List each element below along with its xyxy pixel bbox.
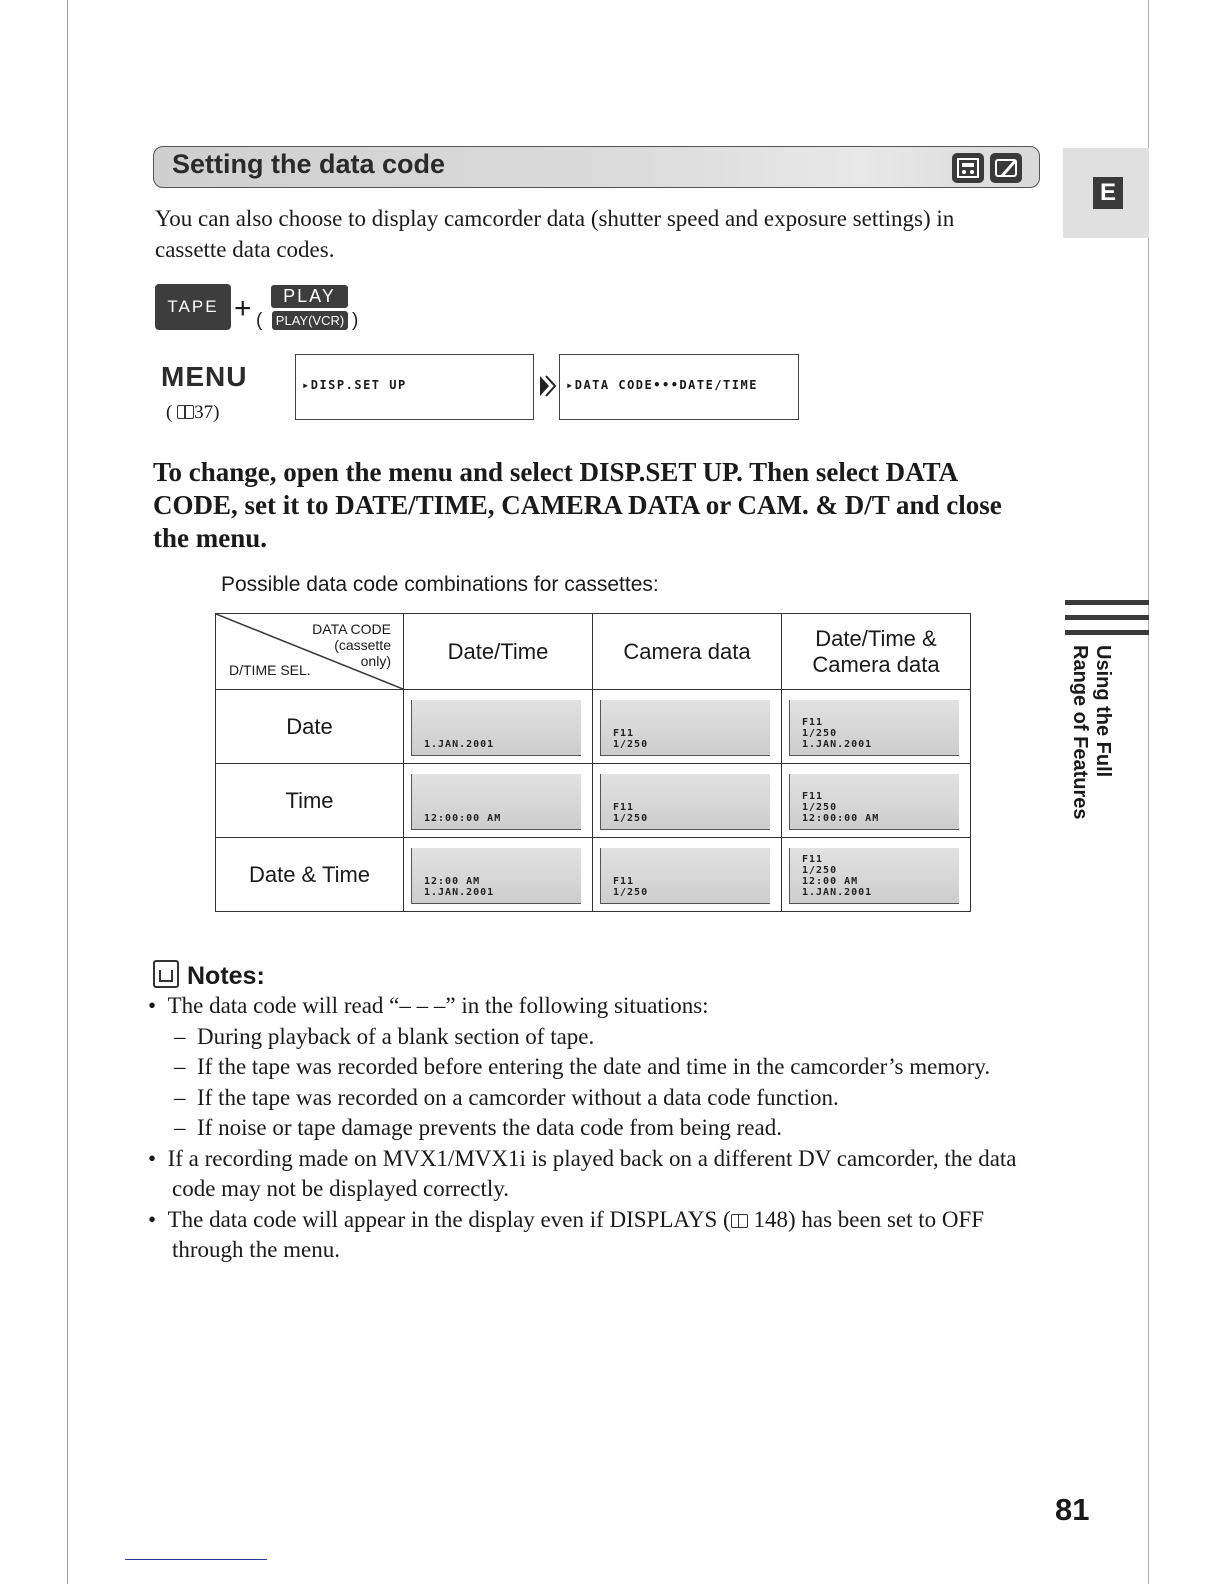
notes-list <box>148 991 1028 1266</box>
tape-cassette-icon <box>952 153 984 183</box>
book-icon <box>731 1214 748 1228</box>
menu-label: MENU <box>161 361 248 392</box>
note-item: • The data code will appear in the display even if DISPLAYS ( 148) has been set to OFF through the menu. <box>148 1206 985 1262</box>
bottom-rule <box>125 1559 267 1560</box>
table-caption: Possible data code combinations for cassettes: <box>221 573 659 596</box>
table-row <box>216 838 971 912</box>
lcd-cell: 12:00:00 AM <box>404 764 593 838</box>
notes-heading: Notes: <box>153 960 265 991</box>
page-number: 81 <box>1055 1492 1090 1527</box>
section-title: Setting the data code <box>172 149 446 179</box>
plus-sign: + <box>234 292 252 325</box>
note-item: • If a recording made on MVX1/MVX1i is played back on a different DV camcorder, the data code may not be displayed correctly. <box>148 1145 1017 1201</box>
col-header-camera-data: Camera data <box>593 614 782 690</box>
tape-mode-button: TAPE <box>155 284 231 330</box>
play-mode-button: PLAY <box>271 285 348 308</box>
corner-dtime-label: D/TIME SEL. <box>229 662 311 678</box>
note-item: • The data code will read “– – –” in the following situations: <box>148 993 709 1018</box>
lcd-cell: F11 1/250 <box>593 764 782 838</box>
row-label: Date & Time <box>216 838 404 912</box>
play-vcr-button: PLAY(VCR) <box>272 311 348 330</box>
side-section-title: Using the Full Range of Features <box>1069 645 1114 820</box>
note-subitem: – If the tape was recorded before entering the date and time in the camcorder’s memory. <box>174 1054 991 1079</box>
menu-page-ref: ( 37) <box>166 402 220 423</box>
side-bar <box>1065 600 1149 605</box>
instruction-text: To change, open the menu and select DISP.SET UP. Then select DATA CODE, set it to DATE/TIME, CAMERA DATA or CAM. & D/T and close the menu. <box>153 457 1002 553</box>
lcd-cell: 12:00 AM 1.JAN.2001 <box>404 838 593 912</box>
open-paren: ( <box>256 310 263 331</box>
lcd-cell: F11 1/250 12:00:00 AM <box>782 764 971 838</box>
note-subitem: – If noise or tape damage prevents the data code from being read. <box>174 1115 782 1140</box>
col-header-both: Date/Time & Camera data <box>782 614 971 690</box>
side-bar <box>1065 615 1149 620</box>
table-header-row <box>216 614 971 690</box>
lcd-cell: F11 1/250 <box>593 838 782 912</box>
menu-box-data-code: ▸DATA CODE•••DATE/TIME <box>559 354 799 420</box>
note-subitem: – During playback of a blank section of tape. <box>174 1023 595 1049</box>
page-edge-left <box>67 0 68 1584</box>
data-code-table <box>215 613 971 912</box>
row-label: Date <box>216 690 404 764</box>
corner-cell <box>216 614 404 690</box>
lcd-cell: F11 1/250 1.JAN.2001 <box>782 690 971 764</box>
card-pen-icon <box>990 153 1022 183</box>
intro-text: You can also choose to display camcorder data (shutter speed and exposure settings) in cassette data codes. <box>155 206 955 262</box>
lcd-cell: 1.JAN.2001 <box>404 690 593 764</box>
book-icon <box>177 405 194 419</box>
corner-data-code-label: DATA CODE (cassette only) <box>312 621 391 669</box>
col-header-datetime: Date/Time <box>404 614 593 690</box>
note-subitem: – If the tape was recorded on a camcorder without a data code function. <box>174 1084 839 1110</box>
side-bar <box>1065 630 1149 635</box>
language-tab-e: E <box>1093 177 1123 209</box>
menu-next-arrow-icon <box>538 375 558 397</box>
row-label: Time <box>216 764 404 838</box>
menu-ref-number: 37 <box>194 402 214 423</box>
notes-icon <box>153 960 179 988</box>
close-paren: ) <box>352 310 359 331</box>
lcd-cell: F11 1/250 <box>593 690 782 764</box>
table-row <box>216 690 971 764</box>
menu-box-disp-setup: ▸DISP.SET UP <box>295 354 534 420</box>
lcd-cell: F11 1/250 12:00 AM 1.JAN.2001 <box>782 838 971 912</box>
table-row <box>216 764 971 838</box>
